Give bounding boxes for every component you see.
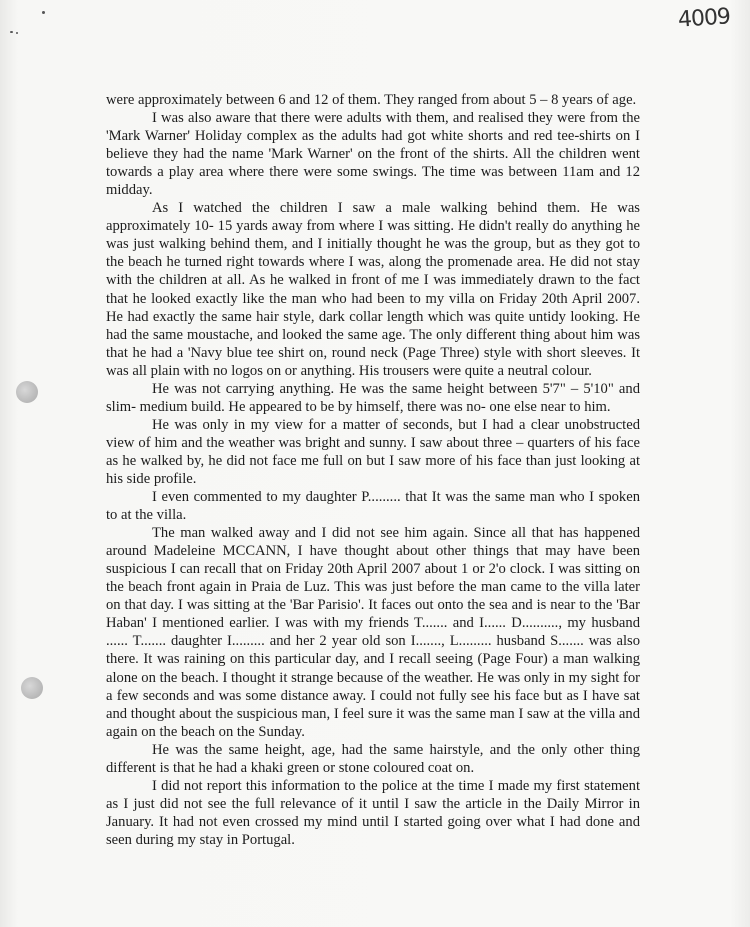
page-number: 4009 (677, 4, 731, 33)
paragraph: were approximately between 6 and 12 of them. They ranged from about 5 – 8 years of age. (106, 92, 637, 108)
paragraph: As I watched the children I saw a male walking behind them. He was approximately 10- 15 yards away from where I was sitting. He didn't really do anything he was just walking behind them, and I initially thought he was the group, but as they got to the beach he turned right towards where I was, along the promenade area. He did not stay with the children at all. As he walked in front of me I was immediately drawn to the fact that he looked exactly like the man who had been to my villa on Friday 20th April 2007. He had exactly the same hair style, dark collar length which was quite untidy looking. He had the same moustache, and looked the same age. The only different thing about him was that he had a 'Navy blue tee shirt on, round neck (Page Three) style with short sleeves. It was all plain with no logos on or anything. His trousers were quite a neutral colour. (106, 200, 640, 379)
statement-body (106, 91, 640, 849)
paragraph: He was not carrying anything. He was the same height between 5'7" – 5'10" and slim- medium build. He appeared to be by himself, there was no- one else near to him. (106, 380, 640, 415)
scan-speck (42, 11, 45, 14)
scan-speck (16, 32, 18, 34)
scan-speck (10, 31, 13, 33)
paragraph: I even commented to my daughter P......... that It was the same man who I spoken to at the villa. (106, 489, 640, 524)
punch-hole (16, 381, 38, 403)
paragraph: I was also aware that there were adults with them, and realised they were from the 'Mark Warner' Holiday complex as the adults had got white shorts and red tee-shirts on I believe they had the name 'Mark Warner' on the front of the shirts. All the children went towards a play area where there were some swings. The time was between 11am and 12 midday. (106, 110, 640, 199)
paragraph: I did not report this information to the police at the time I made my first statement as I just did not see the full relevance of it until I saw the article in the Daily Mirror in January. It had not even crossed my mind until I started going over what I had done and seen during my stay in Portugal. (106, 777, 640, 848)
paragraph: The man walked away and I did not see him again. Since all that has happened around Madeleine MCCANN, I have thought about other things that may have been suspicious I can recall that on Friday 20th April 2007 about 1 or 2'o clock. I was sitting on the beach front again in Praia de Luz. This was just before the man came to the villa later on that day. I was sitting at the 'Bar Parisio'. It faces out onto the sea and is near to the 'Bar Haban' I mentioned earlier. I was with my friends T....... and I...... D.........., my husband ...... T....... daughter I......... and her 2 year old son I......., L......... husband S....... was also there. It was raining on this particular day, and I recall seeing (Page Four) a man walking alone on the beach. I thought it strange because of the weather. He was only in my sight for a few seconds and was some distance away. I could not fully see his face but as I have sat and thought about the suspicious man, I feel sure it was the same man I saw at the villa and again on the beach on the Sunday. (106, 525, 640, 740)
paragraph: He was the same height, age, had the same hairstyle, and the only other thing different is that he had a khaki green or stone coloured coat on. (106, 741, 640, 776)
paragraph: He was only in my view for a matter of seconds, but I had a clear unobstructed view of him and the weather was bright and sunny. I saw about three – quarters of his face as he walked by, he did not face me full on but I saw more of his face than just looking at his side profile. (106, 416, 640, 487)
punch-hole (21, 677, 43, 699)
